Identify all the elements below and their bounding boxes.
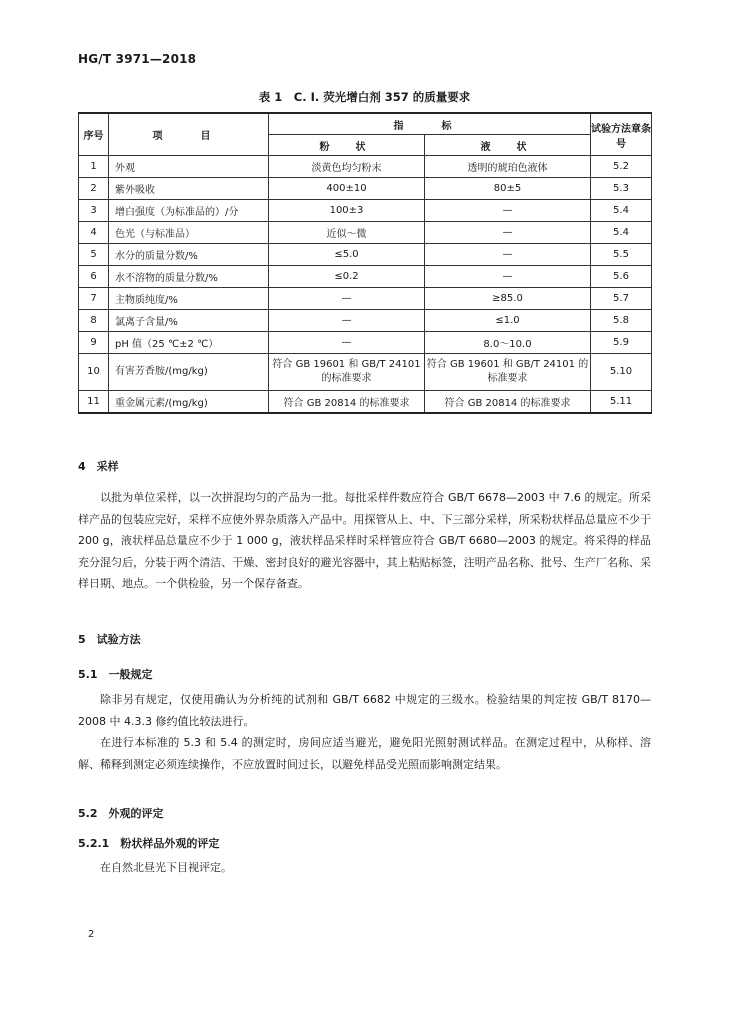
table-row [79,266,652,288]
row-powder: ≤0.2 [269,266,425,288]
row-powder: 近似～微 [269,222,425,244]
row-item: 氯离子含量/% [109,310,269,332]
table-row [79,310,652,332]
row-liquid: 符合 GB 20814 的标准要求 [425,391,591,414]
row-no: 2 [79,178,109,200]
section-5-2-1-heading: 5.2.1 粉状样品外观的评定 [78,837,220,850]
table-row [79,156,652,178]
row-no: 8 [79,310,109,332]
header-liquid: 液 状 [425,135,591,156]
table-row [79,244,652,266]
row-no: 6 [79,266,109,288]
row-powder: ≤5.0 [269,244,425,266]
row-item: 主物质纯度/% [109,288,269,310]
row-powder: — [269,288,425,310]
row-item: 紫外吸收 [109,178,269,200]
row-no: 10 [79,354,109,391]
row-liquid: — [425,200,591,222]
row-item: 色光（与标准品） [109,222,269,244]
row-powder: 100±3 [269,200,425,222]
quality-requirements-table [78,112,652,414]
row-method: 5.8 [591,310,652,332]
row-item: 外观 [109,156,269,178]
section-5-2-heading: 5.2 外观的评定 [78,807,164,820]
header-item: 项 目 [109,113,269,156]
table-row [79,200,652,222]
row-powder: 符合 GB 20814 的标准要求 [269,391,425,414]
row-no: 1 [79,156,109,178]
section-5-1-para-2: 在进行本标准的 5.3 和 5.4 的测定时，房间应适当避光，避免阳光照射测试样品。在测定过程中，从称样、溶解、稀释到测定必须连续操作，不应放置时间过长，以避免样品受光照而影响测定结果。 [78,736,651,771]
row-item: 重金属元素/(mg/kg) [109,391,269,414]
section-5-2-1-text: 在自然北昼光下目视评定。 [100,861,232,874]
row-liquid: 8.0～10.0 [425,332,591,354]
row-liquid: — [425,222,591,244]
row-powder: 淡黄色均匀粉末 [269,156,425,178]
row-method: 5.7 [591,288,652,310]
row-no: 4 [79,222,109,244]
table-row [79,332,652,354]
page-number: 2 [88,929,95,940]
row-item: 增白强度（为标准品的）/分 [109,200,269,222]
table-row [79,178,652,200]
row-powder: — [269,310,425,332]
section-4-text: 以批为单位采样，以一次拼混均匀的产品为一批。每批采样件数应符合 GB/T 6678—2003 中 7.6 的规定。所采样产品的包装应完好，采样不应使外界杂质落入产品中。用探管从上、中、下三部分采样，所采粉状样品总量应不少于 200 g，液状样品总量应不少于 1 000 g，液状样品采样时采样管应符合 GB/T 6680—2003 的规定。将采得的样品充分混匀后，分装于两个清洁、干燥、密封良好的避光容器中，其上粘贴标签，注明产品名称、批号、生产厂名称、采样日期、地点。一个供检验，另一个保存备查。 [78,491,651,590]
row-liquid: 符合 GB 19601 和 GB/T 24101 的标准要求 [425,354,591,391]
row-no: 9 [79,332,109,354]
row-method: 5.4 [591,200,652,222]
row-no: 5 [79,244,109,266]
row-method: 5.5 [591,244,652,266]
row-method: 5.6 [591,266,652,288]
row-liquid: ≥85.0 [425,288,591,310]
row-no: 11 [79,391,109,414]
table-row [79,288,652,310]
row-liquid: — [425,244,591,266]
row-no: 7 [79,288,109,310]
row-item: 水不溶物的质量分数/% [109,266,269,288]
header-method: 试验方法章条号 [591,113,652,156]
section-5-1-para-1: 除非另有规定，仅使用确认为分析纯的试剂和 GB/T 6682 中规定的三级水。检验结果的判定按 GB/T 8170—2008 中 4.3.3 修约值比较法进行。 [78,693,651,728]
header-powder: 粉 状 [269,135,425,156]
table-row [79,391,652,414]
header-spec: 指 标 [269,113,591,135]
section-4-heading: 4 采样 [78,460,119,473]
row-powder: 400±10 [269,178,425,200]
header-no: 序号 [79,113,109,156]
row-method: 5.2 [591,156,652,178]
row-liquid: — [425,266,591,288]
table-title: 表 1 C. I. 荧光增白剂 357 的质量要求 [258,90,471,104]
row-powder: — [269,332,425,354]
row-liquid: 80±5 [425,178,591,200]
row-method: 5.11 [591,391,652,414]
section-5-1-heading: 5.1 一般规定 [78,668,153,681]
row-item: 有害芳香胺/(mg/kg) [109,354,269,391]
table-row [79,222,652,244]
row-item: pH 值（25 ℃±2 ℃） [109,332,269,354]
row-powder: 符合 GB 19601 和 GB/T 24101 的标准要求 [269,354,425,391]
table-row [79,354,652,391]
row-no: 3 [79,200,109,222]
row-method: 5.3 [591,178,652,200]
row-liquid: 透明的琥珀色液体 [425,156,591,178]
document-code: HG/T 3971—2018 [78,52,197,66]
row-method: 5.4 [591,222,652,244]
row-method: 5.9 [591,332,652,354]
row-liquid: ≤1.0 [425,310,591,332]
section-5-heading: 5 试验方法 [78,633,141,646]
row-method: 5.10 [591,354,652,391]
row-item: 水分的质量分数/% [109,244,269,266]
